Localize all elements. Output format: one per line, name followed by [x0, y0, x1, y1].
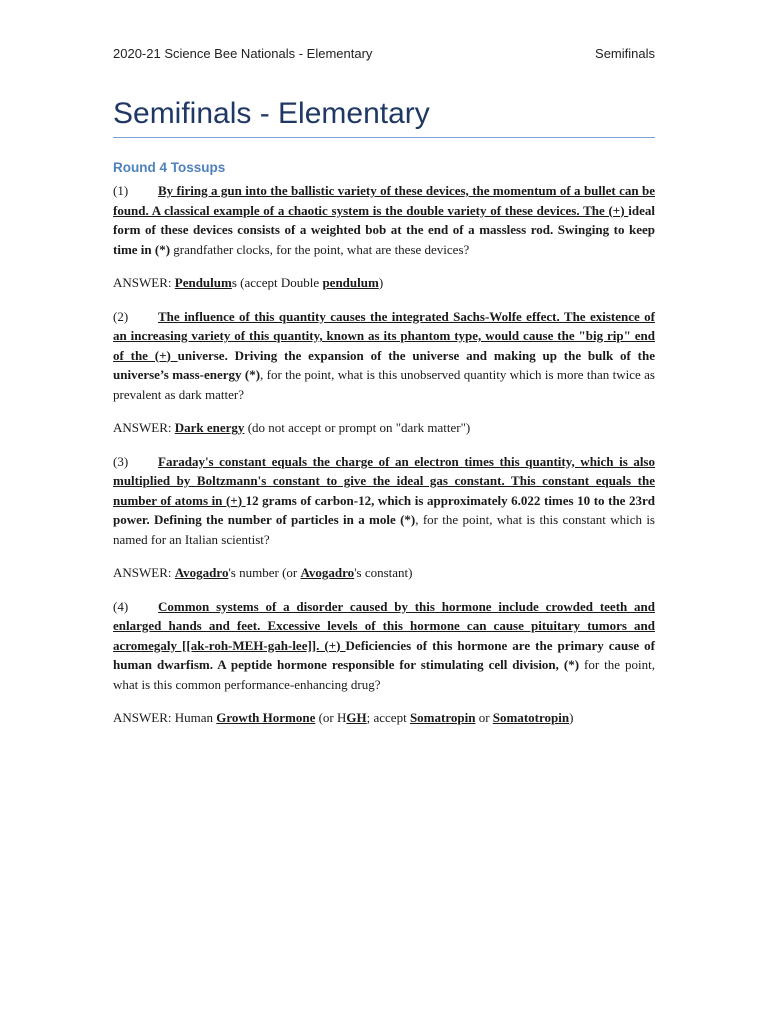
question-number: (3) — [113, 453, 129, 469]
required-answer: Somatropin — [409, 710, 476, 725]
page-title: Semifinals - Elementary — [113, 94, 655, 138]
answer-prefix: ANSWER: Human — [113, 710, 217, 725]
tossup-question-1 — [113, 181, 655, 259]
round-heading: Round 4 Tossups — [113, 160, 226, 175]
answer-line-1 — [113, 273, 655, 293]
bold-text: 12 grams of carbon-12, which is approximately 6.022 times 10 to the 23rd power. Defining the number of particles in a mole (*) — [113, 492, 656, 527]
plain-text: , for the point, what is this constant which is named for an Italian scientist? — [113, 512, 655, 547]
required-answer: Dark energy — [174, 420, 245, 435]
bold-text: universe. Driving the expansion of the universe and making up the bulk of the universe’s mass-energy (*) — [113, 347, 655, 382]
required-answer: Pendulum — [174, 275, 232, 290]
answer-line-2 — [113, 418, 655, 438]
answer-text: ) — [569, 710, 574, 725]
answer-prefix: ANSWER: — [113, 420, 175, 435]
required-answer: Avogadro — [300, 565, 355, 580]
answer-line-3 — [113, 563, 655, 583]
required-answer: pendulum — [322, 275, 379, 290]
answer-prefix: ANSWER: — [113, 565, 175, 580]
bold-text: ideal form of these devices consists of a weighted bob at the end of a massless rod. Swinging to keep time in (*) — [113, 202, 655, 257]
required-answer: Somatotropin — [492, 710, 570, 725]
plain-text: for the point, what is this common performance-enhancing drug? — [113, 657, 656, 692]
answer-text: s (accept Double — [231, 275, 323, 290]
answer-prefix: ANSWER: — [113, 275, 175, 290]
required-answer: GH — [346, 710, 367, 725]
power-text: The influence of this quantity causes the integrated Sachs-Wolfe effect. The existence of an increasing variety of this quantity, known as its phantom type, would cause the "big rip" end of the (+) — [113, 308, 655, 363]
tossup-question-3 — [113, 452, 655, 550]
tossup-question-2 — [113, 307, 655, 405]
required-answer: Growth Hormone — [216, 710, 316, 725]
questions-list — [113, 181, 655, 742]
header-right: Semifinals — [595, 46, 655, 61]
plain-text: grandfather clocks, for the point, what are these devices? — [170, 241, 470, 257]
answer-text: 's number (or — [228, 565, 301, 580]
answer-text: (do not accept or prompt on "dark matter") — [244, 420, 471, 435]
running-header — [113, 46, 655, 61]
header-left: 2020-21 Science Bee Nationals - Elementary — [113, 46, 373, 61]
power-text: By firing a gun into the ballistic variety of these devices, the momentum of a bullet can be found. A classical example of a chaotic system is the double variety of these devices. The (+) — [113, 183, 655, 218]
question-number: (1) — [113, 183, 129, 198]
answer-line-4 — [113, 708, 655, 728]
bold-text: Deficiencies of this hormone are the primary cause of human dwarfism. A peptide hormone responsible for stimulating cell division, (*) — [113, 637, 655, 672]
tossup-question-4 — [113, 597, 655, 695]
answer-text: (or H — [315, 710, 347, 725]
question-number: (4) — [113, 598, 129, 614]
answer-text: or — [475, 710, 493, 725]
answer-text: ) — [378, 275, 384, 290]
answer-text: ; accept — [366, 710, 410, 725]
answer-text: 's constant) — [354, 565, 413, 580]
power-text: Common systems of a disorder caused by this hormone include crowded teeth and enlarged hands and feet. Excessive levels of this hormone can cause pituitary tumors and acromegaly [[ak-roh-MEH-gah-lee]]. (+) — [113, 598, 655, 653]
required-answer: Avogadro — [174, 565, 229, 580]
plain-text: , for the point, what is this unobserved quantity which is more than twice as prevalent as dark matter? — [113, 367, 655, 402]
question-number: (2) — [113, 308, 129, 324]
power-text: Faraday's constant equals the charge of an electron times this quantity, which is also multiplied by Boltzmann's constant to give the ideal gas constant. This constant equals the number of atoms in (+) — [113, 453, 655, 508]
